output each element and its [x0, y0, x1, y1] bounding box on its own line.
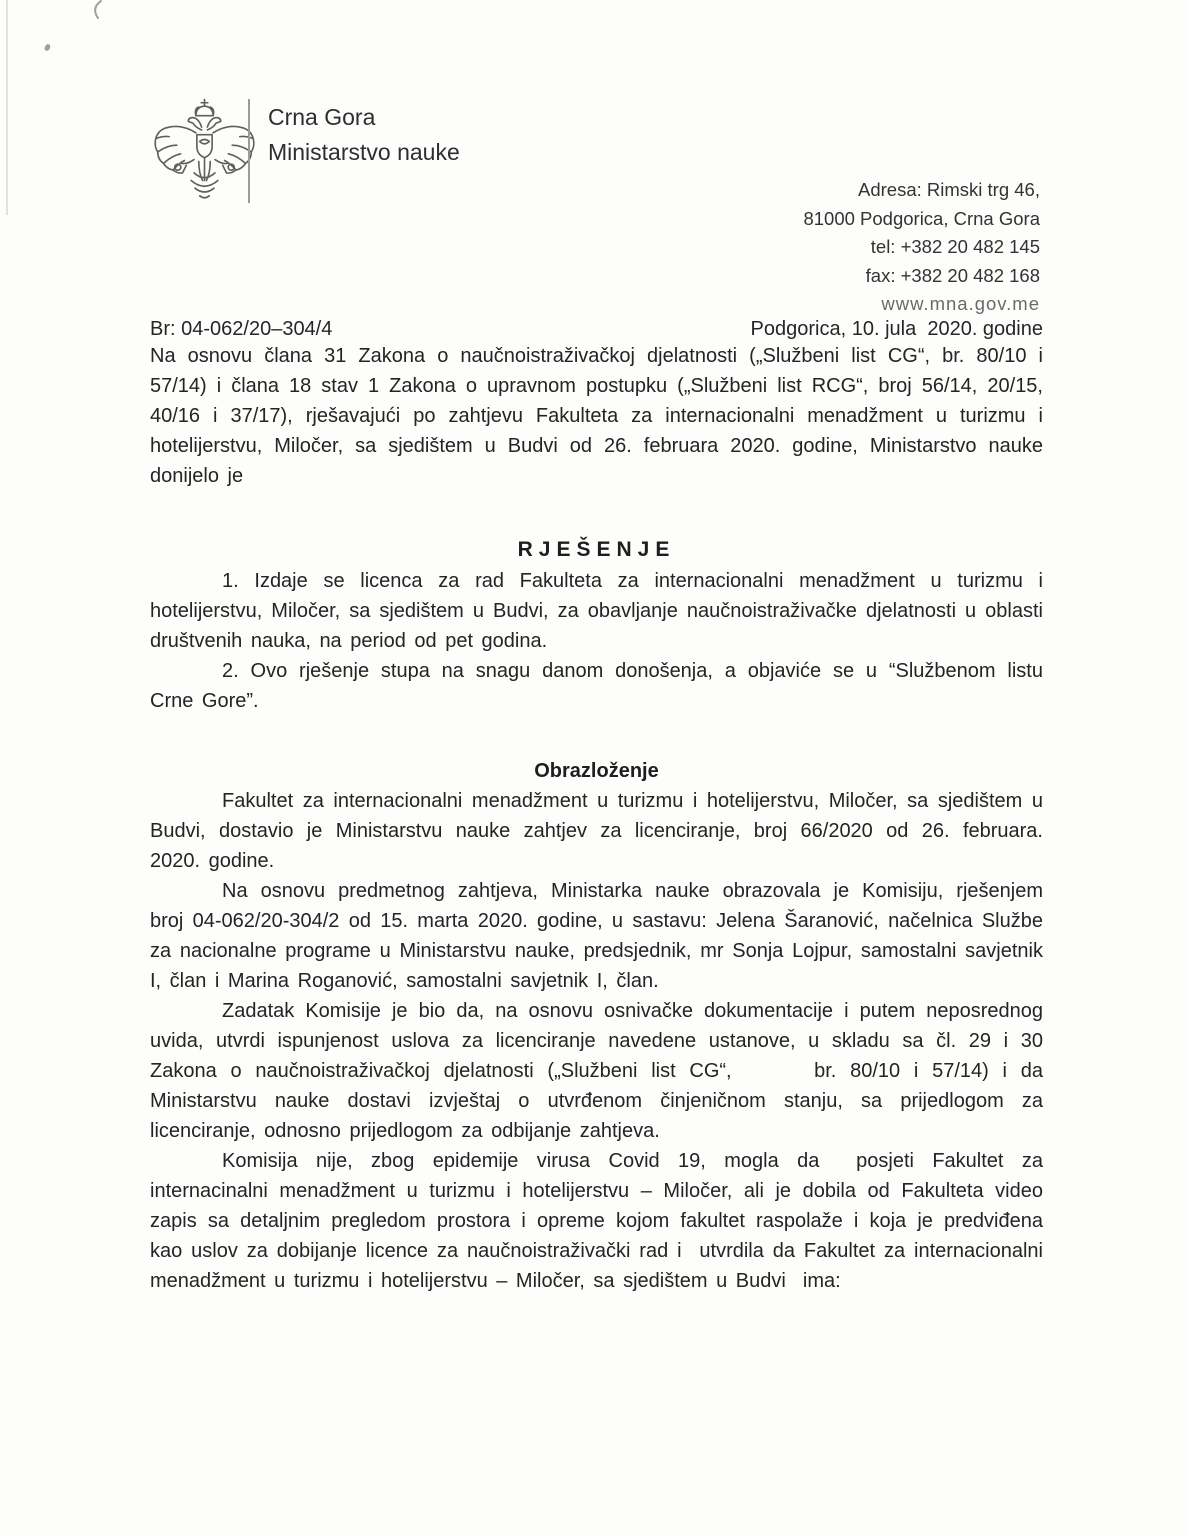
scan-edge-shadow — [6, 0, 8, 215]
explanation-paragraph-4: Komisija nije, zbog epidemije virusa Covid 19, mogla da posjeti Fakultet za internacinalni menadžment u turizmu i hotelijerstvu – Miločer, ali je dobila od Fakulteta video zapis sa detaljnim pregledom prostora i opreme kojom fakultet raspolaže i koja je predviđena kao uslov za dobijanje licence za naučnoistraživački rad i utvrdila da Fakultet za internacionalni menadžment u turizmu i hotelijerstvu – Miločer, sa sjedištem u Budvi ima: — [150, 1150, 1043, 1292]
explanation-paragraph-2: Na osnovu predmetnog zahtjeva, Ministarka nauke obrazovala je Komisiju, rješenjem broj 04-062/20-304/2 od 15. marta 2020. godine, u sastavu: Jelena Šaranović, načelnica Službe za nacionalne programe u Ministarstvu nauke, predsjednik, mr Sonja Lojpur, samostalni savjetnik I, član i Marina Roganović, samostalni savjetnik I, član. — [150, 880, 1043, 992]
header-divider-line — [248, 99, 250, 203]
place-and-date: Podgorica, 10. jula 2020. godine — [750, 318, 1043, 340]
decision-point-2: 2. Ovo rješenje stupa na snagu danom donošenja, a objaviće se u “Službenom listu Crne Gore”. — [150, 660, 1043, 712]
decision-point-1: 1. Izdaje se licenca za rad Fakulteta za internacionalni menadžment u turizmu i hotelijerstvu, Miločer, sa sjedištem u Budvi, za obavljanje naučnoistraživačke djelatnosti u oblasti društvenih nauka, na period od pet godina. — [150, 570, 1043, 652]
country-name: Crna Gora — [268, 104, 376, 130]
scan-speck-mark — [43, 43, 51, 52]
address-line-tel: tel: +382 20 482 145 — [870, 236, 1040, 257]
address-line-city: 81000 Podgorica, Crna Gora — [803, 207, 1040, 229]
coat-of-arms-eagle — [152, 95, 257, 205]
explanation-title: Obrazloženje — [534, 760, 659, 782]
address-line-fax: fax: +382 20 482 168 — [865, 264, 1040, 286]
scan-squiggle-mark — [86, 0, 110, 22]
header-titles — [268, 100, 460, 170]
intro-paragraph: Na osnovu člana 31 Zakona o naučnoistraživačkoj djelatnosti („Službeni list CG“, br. 80/10 i 57/14) i člana 18 stav 1 Zakona o upravnom postupku („Službeni list RCG“, broj 56/14, 20/15, 40/16 i 37/17), rješavajući po zahtjevu Fakulteta za internacionalni menadžment u turizmu i hotelijerstvu, Miločer, sa sjedištem u Budvi od 26. februara 2020. godine, Ministarstvo nauke donijelo je — [150, 345, 1043, 487]
document-body — [150, 318, 1043, 1296]
ministry-address-block — [803, 176, 1040, 319]
explanation-paragraph-3: Zadatak Komisije je bio da, na osnovu osnivačke dokumentacije i putem neposrednog uvida, utvrdi ispunjenost uslova za licenciranje navedene ustanove, u skladu sa čl. 29 i 30 Zakona o naučnoistraživačkoj djelatnosti („Službeni list CG“, br. 80/10 i 57/14) i da Ministarstvu nauke dostavi izvještaj o utvrđenom činjeničnom stanju, sa prijedlogom za licenciranje, odnosno prijedlogom za odbijanje zahtjeva. — [150, 1000, 1043, 1142]
address-line-website: www.mna.gov.me — [881, 293, 1040, 314]
decision-title: RJEŠENJE — [517, 538, 676, 561]
reference-number: Br: 04-062/20–304/4 — [150, 318, 333, 340]
ministry-name: Ministarstvo nauke — [268, 139, 460, 165]
explanation-paragraph-1: Fakultet za internacionalni menadžment u turizmu i hotelijerstvu, Miločer, sa sjedištem u Budvi, dostavio je Ministarstvu nauke zahtjev za licenciranje, broj 66/2020 od 26. februara. 2020. godine. — [150, 790, 1043, 872]
address-line-street: Adresa: Rimski trg 46, — [858, 179, 1040, 200]
reference-row — [150, 318, 1043, 341]
